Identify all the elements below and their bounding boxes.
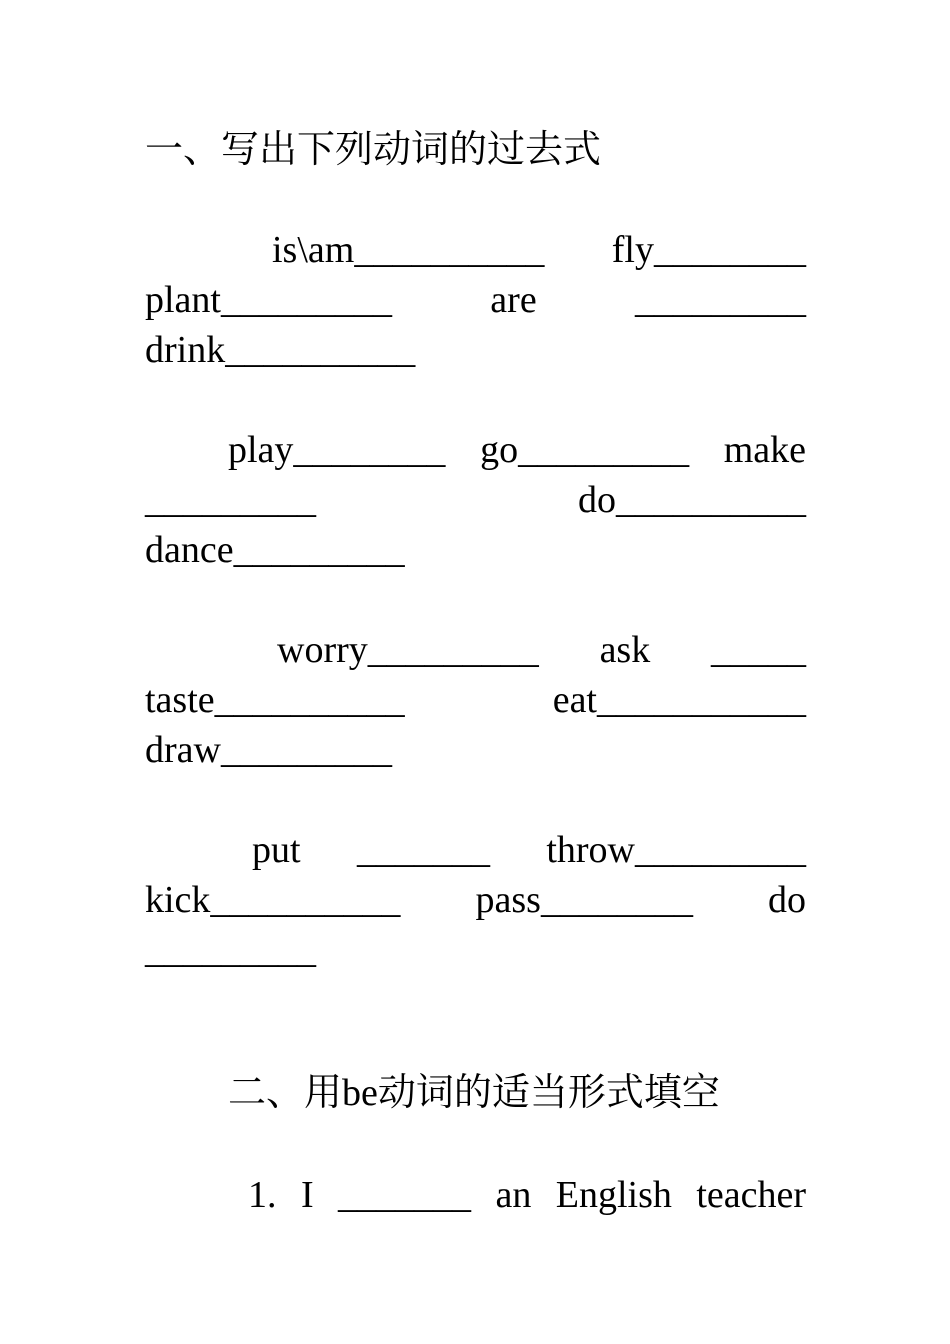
blank-ask[interactable]: _____ <box>711 629 807 671</box>
question-number: 1. <box>248 1174 277 1216</box>
word-ask: ask <box>599 629 651 671</box>
blank-do[interactable]: do__________ <box>578 479 806 521</box>
question-word: an <box>495 1174 532 1216</box>
question-blank[interactable]: _______ <box>338 1174 472 1216</box>
blank-eat[interactable]: eat___________ <box>552 679 806 721</box>
section1-title: 一、写出下列动词的过去式 <box>145 129 602 171</box>
section1-line-1 <box>272 225 806 275</box>
blank-drink[interactable]: drink__________ <box>145 329 416 371</box>
section1-line-3 <box>145 325 806 375</box>
word-put: put <box>252 829 301 871</box>
blank-go[interactable]: go_________ <box>480 429 690 471</box>
blank-throw[interactable]: throw_________ <box>546 829 806 871</box>
section1-line-8 <box>145 675 806 725</box>
section1-line-12 <box>145 925 806 975</box>
blank-is-am[interactable]: is\am__________ <box>272 229 545 271</box>
word-are: are <box>490 279 537 321</box>
section1-line-7 <box>277 625 806 675</box>
section1-line-2 <box>145 275 806 325</box>
question-1 <box>248 1170 806 1220</box>
blank-dance[interactable]: dance_________ <box>145 529 405 571</box>
word-do: do <box>768 879 807 921</box>
section2-title: 二、用be动词的适当形式填空 <box>228 1072 720 1114</box>
blank-do-2[interactable]: _________ <box>145 929 316 971</box>
blank-fly[interactable]: fly________ <box>611 229 806 271</box>
blank-make[interactable]: _________ <box>145 479 316 521</box>
blank-worry[interactable]: worry_________ <box>277 629 539 671</box>
section1-line-4 <box>228 425 806 475</box>
question-word: I <box>300 1174 314 1216</box>
blank-plant[interactable]: plant_________ <box>145 279 392 321</box>
section1-line-9 <box>145 725 806 775</box>
blank-taste[interactable]: taste__________ <box>145 679 405 721</box>
blank-are[interactable]: _________ <box>635 279 806 321</box>
blank-play[interactable]: play________ <box>228 429 446 471</box>
word-make: make <box>723 429 807 471</box>
section1-line-10 <box>252 825 806 875</box>
blank-put[interactable]: _______ <box>356 829 490 871</box>
section1-line-6 <box>145 525 806 575</box>
section1-line-11 <box>145 875 806 925</box>
blank-pass[interactable]: pass________ <box>475 879 693 921</box>
blank-draw[interactable]: draw_________ <box>145 729 392 771</box>
blank-kick[interactable]: kick__________ <box>145 879 401 921</box>
question-word: teacher <box>696 1174 807 1216</box>
section1-line-5 <box>145 475 806 525</box>
question-word: English <box>555 1174 672 1216</box>
